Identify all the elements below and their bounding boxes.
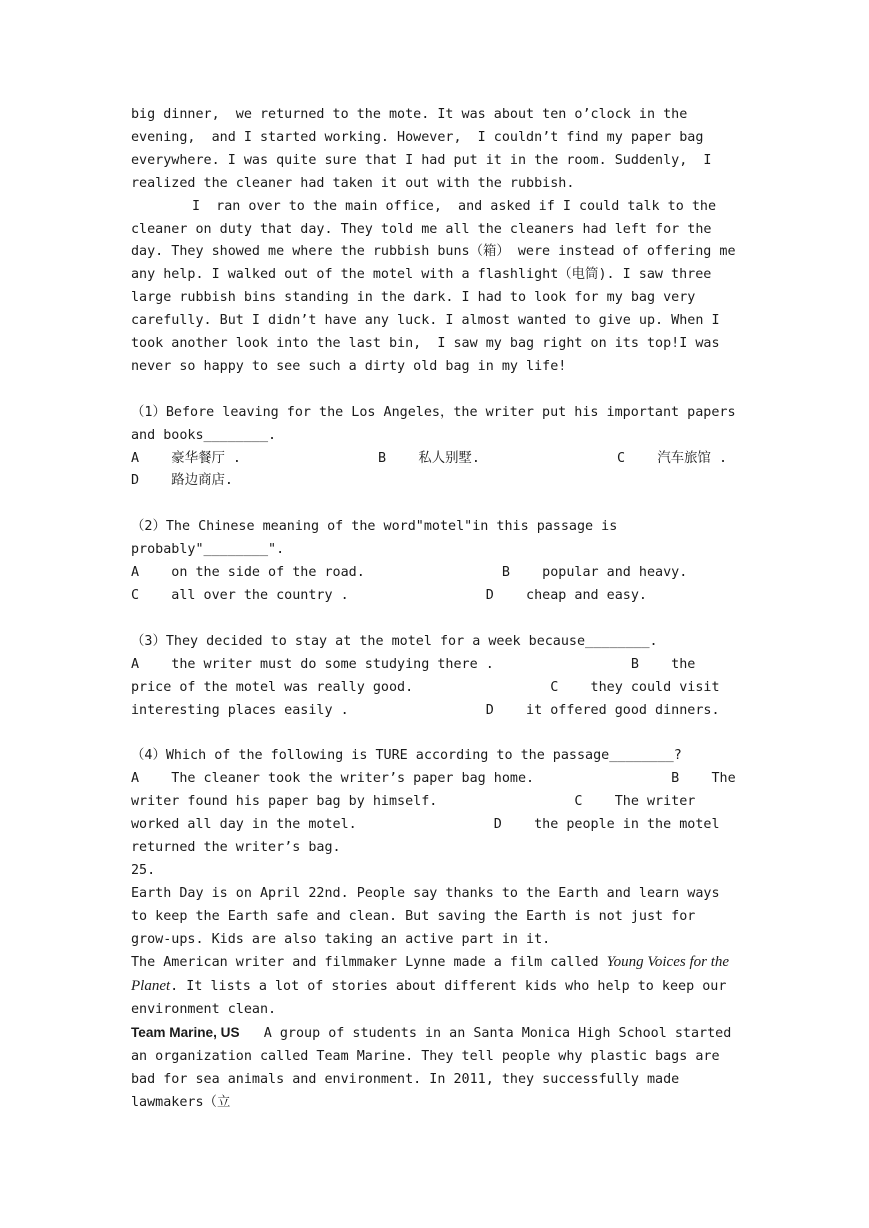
passage-text: The American writer and filmmaker Lynne made a film called [131, 955, 607, 971]
passage-paragraph-2 [131, 951, 743, 1022]
story-paragraph-1: big dinner, we returned to the mote. It was about ten o’clock in the evening, and I started working. However, I couldn’t find my paper bag everywhere. I was quite sure that I had put it in the room. Suddenly, I realized the cleaner had taken it out with the rubbish. [131, 107, 720, 191]
spacer [131, 379, 743, 402]
question-2-options: A on the side of the road. B popular and heavy. C all over the country . D cheap and easy. [131, 565, 825, 603]
film-title: Young Voices for the Planet [131, 954, 733, 995]
passage-paragraph-3 [131, 1022, 743, 1115]
question-1-stem: （1）Before leaving for the Los Angeles，the writer put his important papers and books________. [131, 404, 744, 443]
spacer [131, 722, 743, 745]
question-3-stem: （3）They decided to stay at the motel for a week because________. [131, 633, 658, 649]
question-3-options: A the writer must do some studying there . B the price of the motel was really good. C they could visit interesting places easily . D it offered good dinners. [131, 656, 728, 718]
question-4-stem: （4）Which of the following is TURE according to the passage________? [131, 748, 682, 764]
document-page [131, 104, 865, 1115]
spacer [131, 493, 743, 516]
passage-text: . It lists a lot of stories about different kids who help to keep our environment clean. [131, 979, 735, 1018]
question-4-options: A The cleaner took the writer’s paper bag home. B The writer found his paper bag by himself. C The writer worked all day in the motel. D the people in the motel returned the writer’s bag. [131, 771, 744, 855]
spacer [131, 608, 743, 631]
passage-paragraph-1: Earth Day is on April 22nd. People say thanks to the Earth and learn ways to keep the Earth safe and clean. But saving the Earth is not just for grow-ups. Kids are also taking an active part in it. [131, 885, 728, 947]
question-1-options: A 豪华餐厅 . B 私人别墅. C 汽车旅馆 . D 路边商店. [131, 450, 865, 489]
question-2-stem: （2）The Chinese meaning of the word"motel"in this passage is probably"________". [131, 519, 626, 558]
question-number: 25. [131, 862, 156, 878]
section-heading: Team Marine, US [131, 1025, 240, 1041]
passage-text: A group of students in an Santa Monica High School started an organization called Team Marine. They tell people why plastic bags are bad for sea animals and environment. In 2011, they successfully made lawmakers（立 [131, 1026, 740, 1110]
story-paragraph-2: I ran over to the main office, and asked if I could talk to the cleaner on duty that day. They told me all the cleaners had left for the day. They showed me where the rubbish buns（箱） were instead of offering me any help. I walked out of the motel with a flashlight（电筒). I saw three large rubbish bins standing in the dark. I had to look for my bag very carefully. But I didn’t have any luck. I almost wanted to give up. When I took another look into the last bin, I saw my bag right on its top!I was never so happy to see such a dirty old bag in my life! [131, 198, 744, 374]
